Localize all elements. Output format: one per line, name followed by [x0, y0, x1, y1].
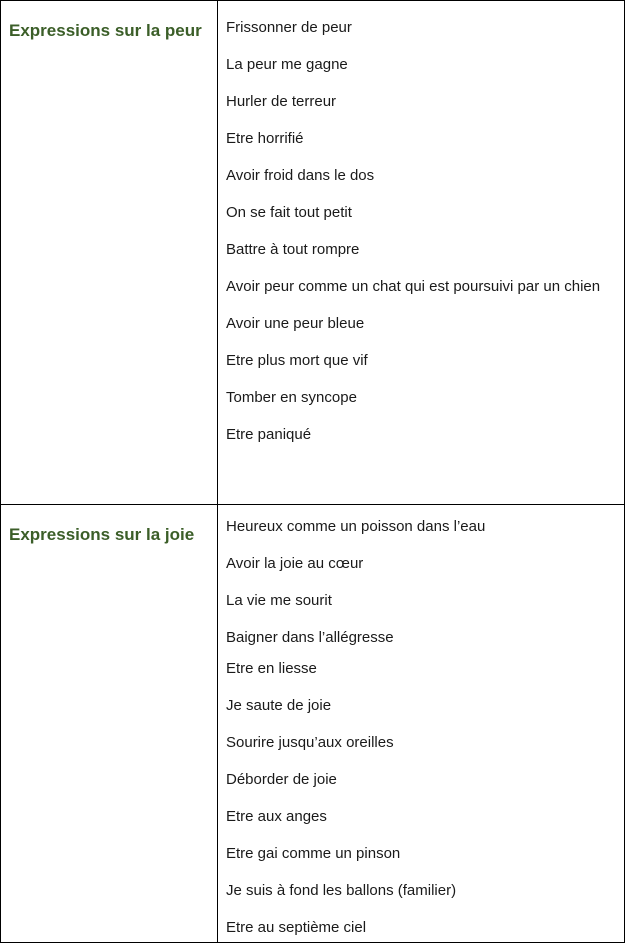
- expression-item: Avoir froid dans le dos: [226, 167, 375, 184]
- expression-item: Je saute de joie: [226, 697, 332, 714]
- category-title-joie: Expressions sur la joie: [9, 525, 195, 544]
- expression-list-peur: [218, 1, 624, 445]
- category-title-peur: Expressions sur la peur: [9, 21, 202, 40]
- expression-item: Etre gai comme un pinson: [226, 845, 401, 862]
- expression-item: Etre aux anges: [226, 808, 327, 825]
- expression-item: Je suis à fond les ballons (familier): [226, 882, 457, 899]
- expression-item: Etre en liesse: [226, 660, 317, 677]
- expression-item: Etre au septième ciel: [226, 919, 367, 936]
- expression-item: Baigner dans l’allégresse: [226, 629, 394, 646]
- category-cell: [1, 1, 218, 505]
- expression-item: La vie me sourit: [226, 592, 332, 609]
- expression-item: Etre horrifié: [226, 130, 304, 147]
- expression-item: Sourire jusqu’aux oreilles: [226, 734, 394, 751]
- expression-item: Avoir peur comme un chat qui est poursuivi par un chien: [226, 278, 601, 295]
- category-cell: [1, 505, 218, 943]
- expression-item: Heureux comme un poisson dans l’eau: [226, 518, 486, 535]
- expression-item: La peur me gagne: [226, 56, 348, 73]
- expression-item: Déborder de joie: [226, 771, 337, 788]
- expression-item: Etre plus mort que vif: [226, 352, 368, 369]
- expression-item: Avoir la joie au cœur: [226, 555, 364, 572]
- expression-item: Hurler de terreur: [226, 93, 337, 110]
- expression-item: Tomber en syncope: [226, 389, 357, 406]
- expression-list-joie: [218, 505, 624, 938]
- expression-item: Frissonner de peur: [226, 19, 352, 36]
- expressions-cell: [218, 1, 625, 505]
- expression-item: On se fait tout petit: [226, 204, 352, 221]
- expressions-cell: [218, 505, 625, 943]
- expression-item: Avoir une peur bleue: [226, 315, 365, 332]
- expression-item: Etre paniqué: [226, 426, 312, 443]
- expression-item: Battre à tout rompre: [226, 241, 360, 258]
- section-row-peur: [1, 1, 625, 505]
- section-row-joie: [1, 505, 625, 943]
